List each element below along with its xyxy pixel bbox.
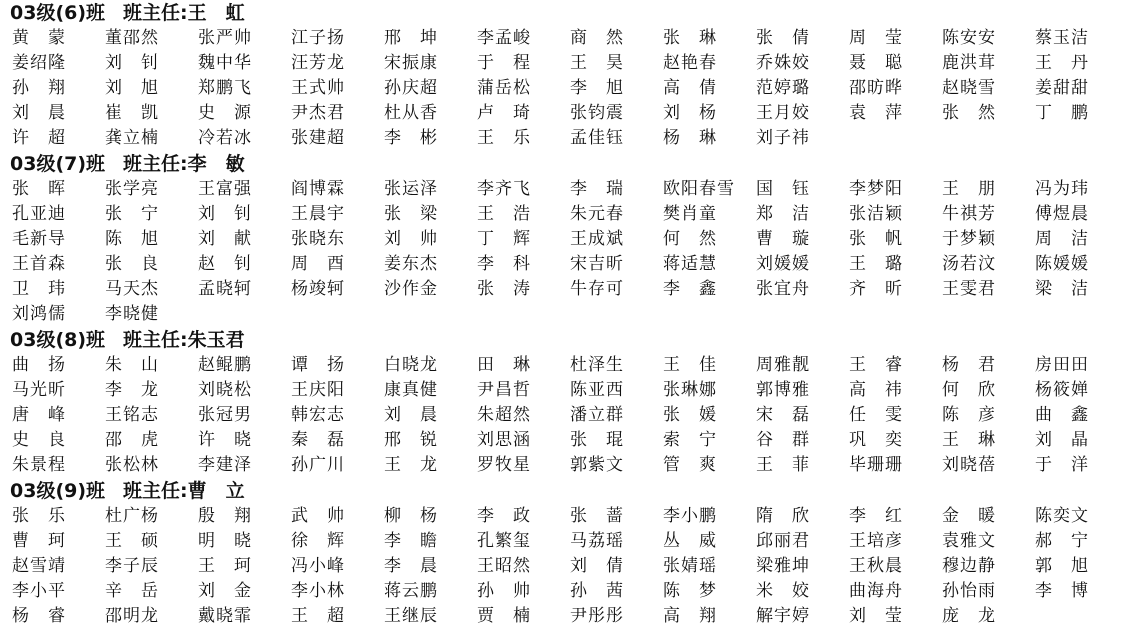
student-name: 欧阳春雪	[663, 179, 735, 199]
student-name: 王月姣	[756, 103, 810, 123]
student-name: 张 媛	[663, 405, 717, 425]
student-name: 刘 钊	[198, 204, 252, 224]
student-name: 卫 玮	[12, 279, 66, 299]
student-name: 梁雅坤	[756, 556, 810, 576]
student-name: 高 翔	[663, 606, 717, 626]
student-name: 李 旭	[570, 78, 624, 98]
student-name: 郭博雅	[756, 380, 810, 400]
student-name: 邵 虎	[105, 430, 159, 450]
student-name: 周 酉	[291, 254, 345, 274]
student-name: 任 雯	[849, 405, 903, 425]
student-name: 张宜舟	[756, 279, 810, 299]
student-name: 孙广川	[291, 455, 345, 475]
student-name: 张 涛	[477, 279, 531, 299]
student-name: 朱景程	[12, 455, 66, 475]
student-name: 刘 献	[198, 229, 252, 249]
student-name: 张琳娜	[663, 380, 717, 400]
student-name: 曹 珂	[12, 531, 66, 551]
student-name: 刘思涵	[477, 430, 531, 450]
student-name: 陈 旭	[105, 229, 159, 249]
student-name: 王 璐	[849, 254, 903, 274]
student-name: 杜广杨	[105, 506, 159, 526]
teacher-label: 班主任:	[123, 329, 188, 351]
student-name: 何 欣	[942, 380, 996, 400]
student-name: 柳 杨	[384, 506, 438, 526]
student-name: 刘 晶	[1035, 430, 1089, 450]
student-name: 刘 晨	[384, 405, 438, 425]
student-name: 穆边静	[942, 556, 996, 576]
student-name: 鹿洪茸	[942, 53, 996, 73]
student-name: 高 祎	[849, 380, 903, 400]
student-name: 王 珂	[198, 556, 252, 576]
student-name: 郑 洁	[756, 204, 810, 224]
student-name: 史 源	[198, 103, 252, 123]
student-name: 米 姣	[756, 581, 810, 601]
student-name: 王 丹	[1035, 53, 1089, 73]
class-label: 03级(9)班	[10, 480, 106, 502]
student-name: 张 倩	[756, 28, 810, 48]
student-name: 马光昕	[12, 380, 66, 400]
student-name: 尹昌哲	[477, 380, 531, 400]
class-label: 03级(8)班	[10, 329, 106, 351]
student-roster	[0, 504, 1121, 629]
student-name: 王昭然	[477, 556, 531, 576]
student-name: 孔亚迪	[12, 204, 66, 224]
student-name: 杨 睿	[12, 606, 66, 626]
student-name: 殷 翔	[198, 506, 252, 526]
class-header	[0, 327, 1121, 353]
student-name: 张松林	[105, 455, 159, 475]
student-name: 贾 楠	[477, 606, 531, 626]
student-name: 赵艳春	[663, 53, 717, 73]
student-name: 周 洁	[1035, 229, 1089, 249]
student-name: 戴晓霏	[198, 606, 252, 626]
student-name: 张洁颖	[849, 204, 903, 224]
student-name: 杨 君	[942, 355, 996, 375]
student-name: 姜绍隆	[12, 53, 66, 73]
class-label: 03级(7)班	[10, 153, 106, 175]
teacher-name: 朱玉君	[187, 329, 245, 351]
student-name: 张 梁	[384, 204, 438, 224]
student-name: 崔 凯	[105, 103, 159, 123]
student-name: 杜泽生	[570, 355, 624, 375]
student-name: 郝 宁	[1035, 531, 1089, 551]
student-name: 李小鹏	[663, 506, 717, 526]
student-name: 郭 旭	[1035, 556, 1089, 576]
student-name: 宋吉昕	[570, 254, 624, 274]
student-roster	[0, 26, 1121, 151]
student-name: 马荔瑶	[570, 531, 624, 551]
student-name: 尹杰君	[291, 103, 345, 123]
class-section	[0, 478, 1121, 629]
student-name: 康真健	[384, 380, 438, 400]
class-label: 03级(6)班	[10, 2, 106, 24]
teacher-name: 王 虹	[187, 2, 245, 24]
student-name: 龚立楠	[105, 128, 159, 148]
student-name: 陈亚西	[570, 380, 624, 400]
class-section	[0, 0, 1121, 151]
student-name: 孙怡雨	[942, 581, 996, 601]
student-name: 张婧瑶	[663, 556, 717, 576]
student-name: 郭紫文	[570, 455, 624, 475]
student-name: 刘 莹	[849, 606, 903, 626]
student-name: 刘媛媛	[756, 254, 810, 274]
student-name: 武 帅	[291, 506, 345, 526]
student-name: 李梦阳	[849, 179, 903, 199]
student-name: 国 钰	[756, 179, 810, 199]
student-name: 于梦颖	[942, 229, 996, 249]
class-header	[0, 0, 1121, 26]
student-name: 梁 洁	[1035, 279, 1089, 299]
student-name: 杨筱婵	[1035, 380, 1089, 400]
student-name: 辛 岳	[105, 581, 159, 601]
student-name: 毛新导	[12, 229, 66, 249]
student-name: 王 浩	[477, 204, 531, 224]
student-name: 陈安安	[942, 28, 996, 48]
student-name: 李 鑫	[663, 279, 717, 299]
student-name: 李 瑞	[570, 179, 624, 199]
student-name: 许 晓	[198, 430, 252, 450]
student-name: 王 睿	[849, 355, 903, 375]
student-name: 张冠男	[198, 405, 252, 425]
student-name: 李 龙	[105, 380, 159, 400]
student-name: 沙作金	[384, 279, 438, 299]
student-name: 王秋晨	[849, 556, 903, 576]
student-roster	[0, 177, 1121, 327]
student-name: 唐 峰	[12, 405, 66, 425]
teacher-name: 曹 立	[187, 480, 245, 502]
student-name: 张严帅	[198, 28, 252, 48]
student-name: 李晓健	[105, 304, 159, 324]
student-name: 陈 梦	[663, 581, 717, 601]
student-name: 马天杰	[105, 279, 159, 299]
student-name: 刘 钊	[105, 53, 159, 73]
student-name: 赵鲲鹏	[198, 355, 252, 375]
teacher-label: 班主任:	[123, 480, 188, 502]
student-name: 王富强	[198, 179, 252, 199]
student-name: 王 乐	[477, 128, 531, 148]
student-name: 孙庆超	[384, 78, 438, 98]
student-name: 李子辰	[105, 556, 159, 576]
student-name: 王 硕	[105, 531, 159, 551]
student-name: 孟佳钰	[570, 128, 624, 148]
student-name: 张 宁	[105, 204, 159, 224]
student-name: 房田田	[1035, 355, 1089, 375]
student-name: 刘 晨	[12, 103, 66, 123]
student-name: 王培彦	[849, 531, 903, 551]
student-name: 于 程	[477, 53, 531, 73]
student-name: 樊肖童	[663, 204, 717, 224]
student-name: 曹 璇	[756, 229, 810, 249]
student-name: 刘 旭	[105, 78, 159, 98]
student-name: 黄 蒙	[12, 28, 66, 48]
student-name: 牛祺芳	[942, 204, 996, 224]
student-name: 孔繁玺	[477, 531, 531, 551]
student-name: 李 博	[1035, 581, 1089, 601]
student-name: 李 政	[477, 506, 531, 526]
student-name: 杨竣轲	[291, 279, 345, 299]
student-name: 孙 茜	[570, 581, 624, 601]
student-name: 张 帆	[849, 229, 903, 249]
student-name: 乔姝姣	[756, 53, 810, 73]
student-name: 赵雪靖	[12, 556, 66, 576]
student-name: 阎博霖	[291, 179, 345, 199]
student-name: 孙 翔	[12, 78, 66, 98]
student-name: 赵晓雪	[942, 78, 996, 98]
student-name: 金 暖	[942, 506, 996, 526]
student-name: 王晨宇	[291, 204, 345, 224]
student-name: 李建泽	[198, 455, 252, 475]
student-name: 冷若冰	[198, 128, 252, 148]
student-name: 范婷璐	[756, 78, 810, 98]
student-name: 汤若汶	[942, 254, 996, 274]
student-name: 曲海舟	[849, 581, 903, 601]
student-name: 王继辰	[384, 606, 438, 626]
student-name: 李 彬	[384, 128, 438, 148]
student-name: 江子扬	[291, 28, 345, 48]
teacher-name: 李 敏	[187, 153, 245, 175]
student-name: 隋 欣	[756, 506, 810, 526]
student-name: 张 蔷	[570, 506, 624, 526]
student-name: 王 昊	[570, 53, 624, 73]
student-name: 王铭志	[105, 405, 159, 425]
student-name: 丛 威	[663, 531, 717, 551]
student-name: 袁雅文	[942, 531, 996, 551]
student-name: 邱丽君	[756, 531, 810, 551]
student-name: 姜东杰	[384, 254, 438, 274]
student-name: 谭 扬	[291, 355, 345, 375]
student-name: 陈奕文	[1035, 506, 1089, 526]
student-name: 蔡玉洁	[1035, 28, 1089, 48]
class-header	[0, 478, 1121, 504]
student-name: 曲 扬	[12, 355, 66, 375]
student-name: 冯小峰	[291, 556, 345, 576]
student-name: 周 莹	[849, 28, 903, 48]
student-name: 姜甜甜	[1035, 78, 1089, 98]
student-name: 白晓龙	[384, 355, 438, 375]
student-name: 王成斌	[570, 229, 624, 249]
student-name: 张 琨	[570, 430, 624, 450]
student-name: 张学亮	[105, 179, 159, 199]
student-name: 谷 群	[756, 430, 810, 450]
student-name: 张 乐	[12, 506, 66, 526]
teacher-label: 班主任:	[123, 2, 188, 24]
student-name: 曲 鑫	[1035, 405, 1089, 425]
student-name: 刘子祎	[756, 128, 810, 148]
student-name: 巩 奕	[849, 430, 903, 450]
student-name: 张 琳	[663, 28, 717, 48]
student-name: 王首森	[12, 254, 66, 274]
student-name: 张晓东	[291, 229, 345, 249]
student-name: 陈媛媛	[1035, 254, 1089, 274]
student-name: 王 超	[291, 606, 345, 626]
student-name: 杜从香	[384, 103, 438, 123]
student-name: 刘 倩	[570, 556, 624, 576]
student-name: 商 然	[570, 28, 624, 48]
student-name: 潘立群	[570, 405, 624, 425]
student-name: 傅煜晨	[1035, 204, 1089, 224]
student-name: 庞 龙	[942, 606, 996, 626]
student-roster	[0, 353, 1121, 478]
student-name: 史 良	[12, 430, 66, 450]
student-name: 何 然	[663, 229, 717, 249]
student-name: 王 朋	[942, 179, 996, 199]
student-name: 齐 昕	[849, 279, 903, 299]
student-name: 李 晨	[384, 556, 438, 576]
student-name: 孟晓轲	[198, 279, 252, 299]
student-name: 罗牧星	[477, 455, 531, 475]
student-name: 丁 辉	[477, 229, 531, 249]
student-name: 刘晓蓓	[942, 455, 996, 475]
student-name: 许 超	[12, 128, 66, 148]
student-name: 蒋适慧	[663, 254, 717, 274]
student-name: 邢 坤	[384, 28, 438, 48]
student-name: 张 良	[105, 254, 159, 274]
student-name: 冯为玮	[1035, 179, 1089, 199]
student-name: 李 红	[849, 506, 903, 526]
student-name: 邵昉晔	[849, 78, 903, 98]
student-name: 邢 锐	[384, 430, 438, 450]
student-name: 周雅靓	[756, 355, 810, 375]
student-name: 聂 聪	[849, 53, 903, 73]
teacher-label: 班主任:	[123, 153, 188, 175]
student-name: 索 宁	[663, 430, 717, 450]
student-name: 邵明龙	[105, 606, 159, 626]
student-name: 汪芳龙	[291, 53, 345, 73]
student-name: 张 晖	[12, 179, 66, 199]
student-name: 董邵然	[105, 28, 159, 48]
student-name: 蒋云鹏	[384, 581, 438, 601]
student-name: 李 瞻	[384, 531, 438, 551]
student-name: 袁 萍	[849, 103, 903, 123]
student-name: 朱元春	[570, 204, 624, 224]
student-name: 张运泽	[384, 179, 438, 199]
student-name: 宋 磊	[756, 405, 810, 425]
student-name: 毕珊珊	[849, 455, 903, 475]
student-name: 李小平	[12, 581, 66, 601]
student-name: 郑鹏飞	[198, 78, 252, 98]
student-name: 刘 杨	[663, 103, 717, 123]
class-section	[0, 151, 1121, 327]
class-section	[0, 327, 1121, 478]
student-name: 王 菲	[756, 455, 810, 475]
student-name: 张建超	[291, 128, 345, 148]
student-name: 陈 彦	[942, 405, 996, 425]
student-name: 张 然	[942, 103, 996, 123]
student-name: 明 晓	[198, 531, 252, 551]
student-name: 解宇婷	[756, 606, 810, 626]
student-name: 韩宏志	[291, 405, 345, 425]
student-name: 王 琳	[942, 430, 996, 450]
student-name: 魏中华	[198, 53, 252, 73]
student-name: 李 科	[477, 254, 531, 274]
student-name: 王 龙	[384, 455, 438, 475]
student-name: 牛存可	[570, 279, 624, 299]
student-name: 于 洋	[1035, 455, 1089, 475]
student-name: 李小林	[291, 581, 345, 601]
student-name: 田 琳	[477, 355, 531, 375]
student-name: 王 佳	[663, 355, 717, 375]
student-name: 孙 帅	[477, 581, 531, 601]
student-name: 朱 山	[105, 355, 159, 375]
student-name: 朱超然	[477, 405, 531, 425]
student-name: 刘鸿儒	[12, 304, 66, 324]
student-name: 王庆阳	[291, 380, 345, 400]
student-name: 杨 琳	[663, 128, 717, 148]
student-name: 宋振康	[384, 53, 438, 73]
student-name: 王式帅	[291, 78, 345, 98]
student-name: 管 爽	[663, 455, 717, 475]
student-name: 尹彤彤	[570, 606, 624, 626]
student-name: 张钧震	[570, 103, 624, 123]
student-name: 李孟峻	[477, 28, 531, 48]
student-name: 高 倩	[663, 78, 717, 98]
student-name: 秦 磊	[291, 430, 345, 450]
student-name: 丁 鹏	[1035, 103, 1089, 123]
student-name: 刘 帅	[384, 229, 438, 249]
student-name: 王雯君	[942, 279, 996, 299]
student-name: 刘 金	[198, 581, 252, 601]
student-name: 李齐飞	[477, 179, 531, 199]
student-name: 徐 辉	[291, 531, 345, 551]
student-name: 卢 琦	[477, 103, 531, 123]
class-header	[0, 151, 1121, 177]
student-name: 刘晓松	[198, 380, 252, 400]
student-name: 蒲岳松	[477, 78, 531, 98]
student-name: 赵 钊	[198, 254, 252, 274]
